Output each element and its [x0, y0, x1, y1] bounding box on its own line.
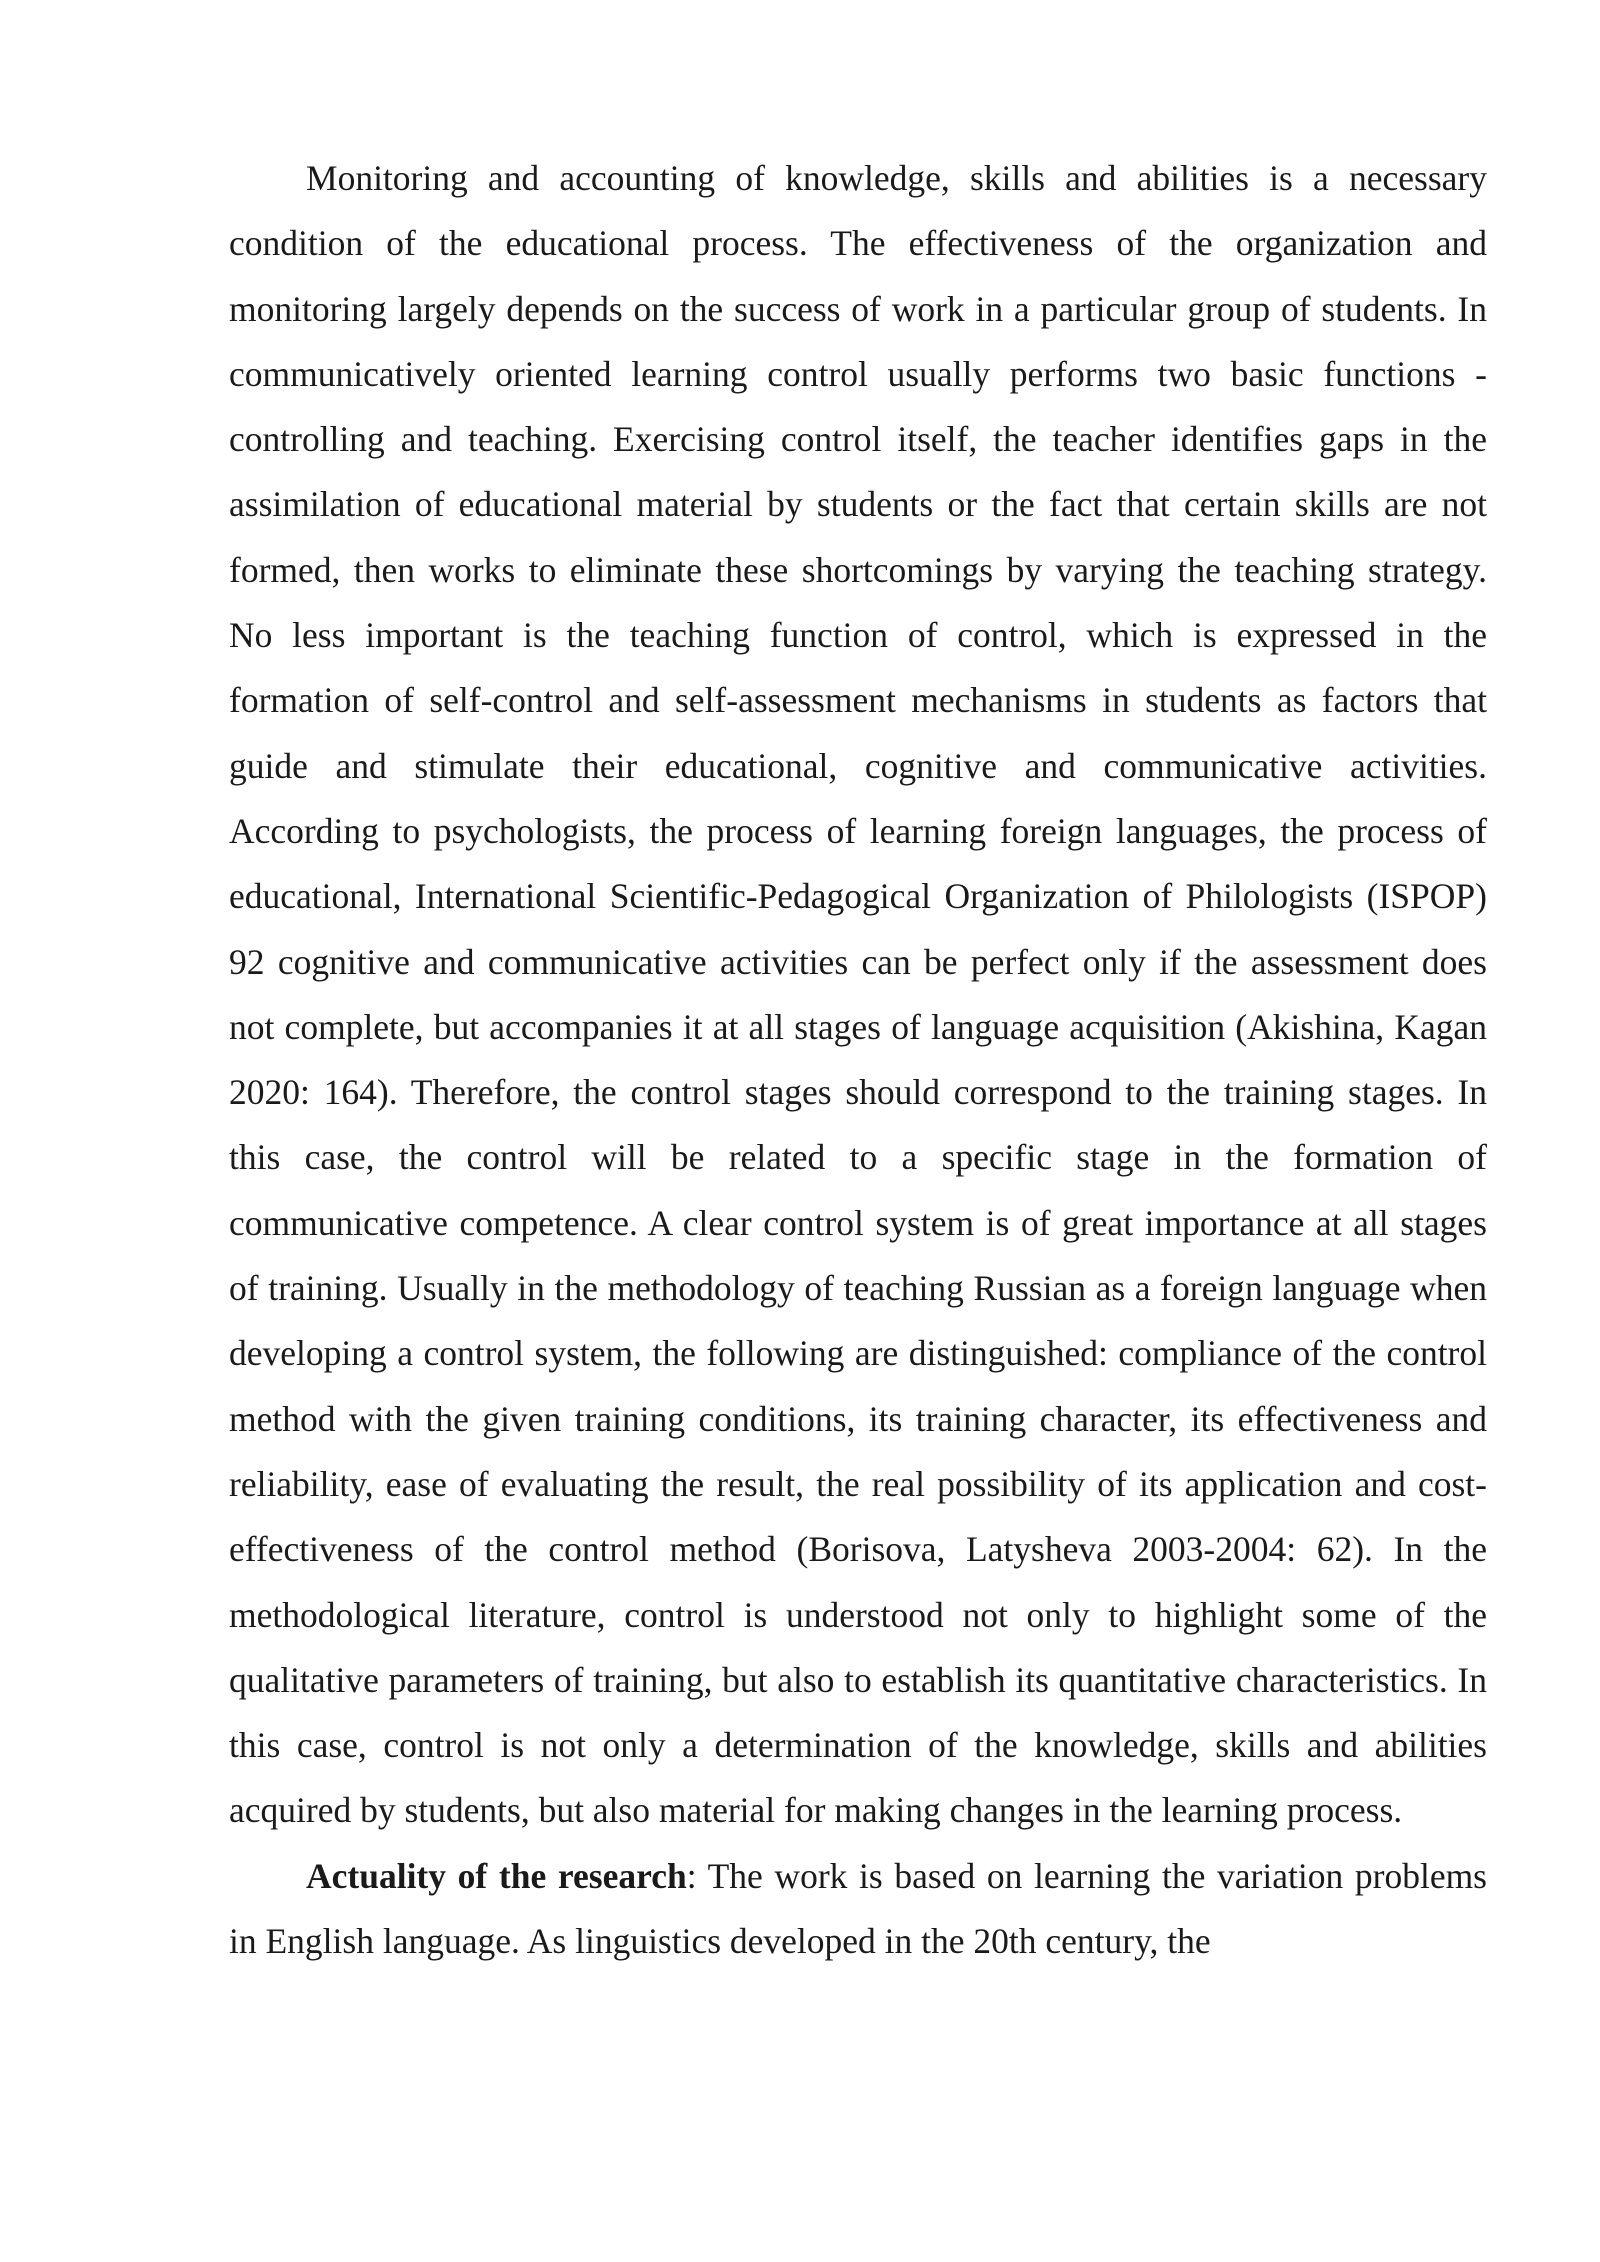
paragraph-monitoring [229, 146, 1487, 1844]
paragraph-text: : The work is based on learning the variation problems in English language. As linguistics developed in the 20th century, the [229, 1855, 1487, 1962]
paragraph-lead-heading: Actuality of the research [306, 1855, 687, 1896]
paragraph-text: Monitoring and accounting of knowledge, skills and abilities is a necessary condition of the educational process. The effectiveness of the organization and monitoring largely depends on the success of work in a particular group of students. In communicatively oriented learning control usually performs two basic functions - controlling and teaching. Exercising control itself, the teacher identifies gaps in the assimilation of educational material by students or the fact that certain skills are not formed, then works to eliminate these shortcomings by varying the teaching strategy. No less important is the teaching function of control, which is expressed in the formation of self-control and self-assessment mechanisms in students as factors that guide and stimulate their educational, cognitive and communicative activities. According to psychologists, the process of learning foreign languages, the process of educational, International Scientific-Pedagogical Organization of Philologists (ISPOP) 92 cognitive and communicative activities can be perfect only if the assessment does not complete, but accompanies it at all stages of language acquisition (Akishina, Kagan 2020: 164). Therefore, the control stages should correspond to the training stages. In this case, the control will be related to a specific stage in the formation of communicative competence. A clear control system is of great importance at all stages of training. Usually in the methodology of teaching Russian as a foreign language when developing a control system, the following are distinguished: compliance of the control method with the given training conditions, its training character, its effectiveness and reliability, ease of evaluating the result, the real possibility of its application and cost-effectiveness of the control method (Borisova, Latysheva 2003-2004: 62). In the methodological literature, control is understood not only to highlight some of the qualitative parameters of training, but also to establish its quantitative characteristics. In this case, control is not only a determination of the knowledge, skills and abilities acquired by students, but also material for making changes in the learning process. [229, 158, 1487, 1831]
body-text [229, 146, 1487, 1974]
paragraph-actuality [229, 1844, 1487, 1975]
